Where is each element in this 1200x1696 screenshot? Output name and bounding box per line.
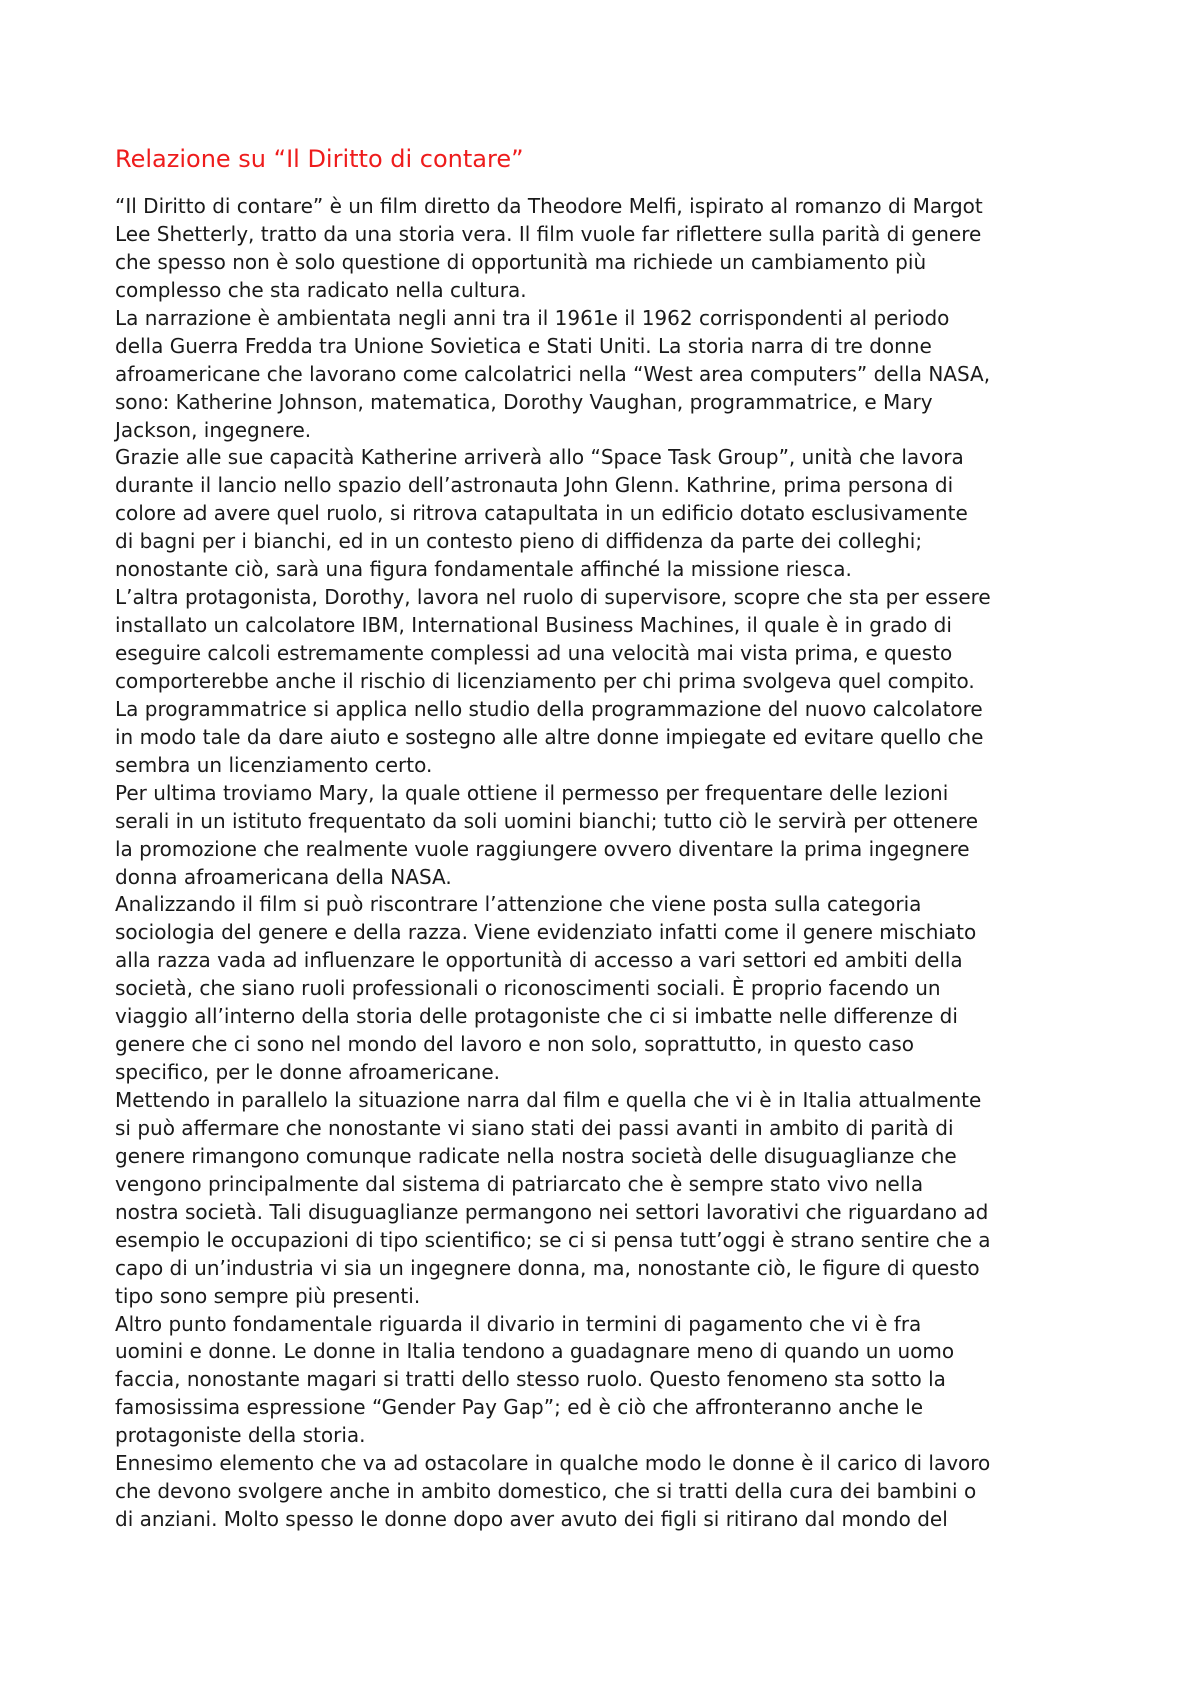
text-line: nostra società. Tali disuguaglianze permangono nei settori lavorativi che riguardano ad [115, 1199, 989, 1224]
text-line: Lee Shetterly, tratto da una storia vera. Il film vuole far riflettere sulla parità di genere [115, 221, 982, 246]
text-line: genere che ci sono nel mondo del lavoro e non solo, soprattutto, in questo caso [115, 1032, 914, 1057]
text-line: di anziani. Molto spesso le donne dopo aver avuto dei figli si ritirano dal mondo del [115, 1507, 948, 1532]
text-line: protagoniste della storia. [115, 1423, 366, 1448]
text-line: afroamericane che lavorano come calcolatrici nella “West area computers” della NASA, [115, 361, 991, 386]
text-line: serali in un istituto frequentato da soli uomini bianchi; tutto ciò le servirà per ottenere [115, 808, 979, 833]
text-line: tipo sono sempre più presenti. [115, 1283, 421, 1308]
text-line: uomini e donne. Le donne in Italia tendono a guadagnare meno di quando un uomo [115, 1339, 955, 1364]
document-title: Relazione su “Il Diritto di contare” [115, 145, 524, 173]
text-line: faccia, nonostante magari si tratti dello stesso ruolo. Questo fenomeno sta sotto la [115, 1367, 946, 1392]
text-line: che devono svolgere anche in ambito domestico, che si tratti della cura dei bambini o [115, 1479, 977, 1504]
text-line: installato un calcolatore IBM, International Business Machines, il quale è in grado di [115, 613, 952, 638]
text-line: donna afroamericana della NASA. [115, 864, 452, 889]
text-line: La narrazione è ambientata negli anni tra il 1961e il 1962 corrispondenti al periodo [115, 305, 950, 330]
text-line: che spesso non è solo questione di opportunità ma richiede un cambiamento più [115, 249, 927, 274]
text-line: esempio le occupazioni di tipo scientifico; se ci si pensa tutt’oggi è strano sentire che a [115, 1227, 991, 1252]
text-line: L’altra protagonista, Dorothy, lavora nel ruolo di supervisore, scopre che sta per essere [115, 585, 991, 610]
text-line: si può affermare che nonostante vi siano stati dei passi avanti in ambito di parità di [115, 1115, 954, 1140]
text-line: alla razza vada ad influenzare le opportunità di accesso a vari settori ed ambiti della [115, 948, 963, 973]
text-line: comporterebbe anche il rischio di licenziamento per chi prima svolgeva quel compito. [115, 668, 975, 693]
text-line: Mettendo in parallelo la situazione narra dal film e quella che vi è in Italia attualmente [115, 1088, 982, 1112]
text-line: specifico, per le donne afroamericane. [115, 1060, 500, 1085]
text-line: Altro punto fondamentale riguarda il divario in termini di pagamento che vi è fra [115, 1311, 922, 1336]
text-line: società, che siano ruoli professionali o riconoscimenti sociali. È proprio facendo un [115, 976, 941, 1001]
text-line: durante il lancio nello spazio dell’astronauta John Glenn. Kathrine, prima persona di [115, 473, 954, 498]
text-line: viaggio all’interno della storia delle protagoniste che ci si imbatte nelle differenze di [115, 1004, 958, 1029]
text-line: nonostante ciò, sarà una figura fondamentale affinché la missione riesca. [115, 557, 852, 582]
text-line: Ennesimo elemento che va ad ostacolare in qualche modo le donne è il carico di lavoro [115, 1451, 991, 1476]
text-line: Per ultima troviamo Mary, la quale ottiene il permesso per frequentare delle lezioni [115, 780, 949, 805]
text-line: genere rimangono comunque radicate nella nostra società delle disuguaglianze che [115, 1143, 957, 1168]
text-line: complesso che sta radicato nella cultura. [115, 277, 527, 302]
text-line: capo di un’industria vi sia un ingegnere donna, ma, nonostante ciò, le figure di questo [115, 1255, 980, 1280]
text-line: sono: Katherine Johnson, matematica, Dorothy Vaughan, programmatrice, e Mary [115, 389, 933, 414]
text-line: di bagni per i bianchi, ed in un contesto pieno di diffidenza da parte dei colleghi; [115, 529, 923, 554]
document-body [115, 193, 1100, 1534]
text-line: colore ad avere quel ruolo, si ritrova catapultata in un edificio dotato esclusivamente [115, 501, 968, 526]
text-line: in modo tale da dare aiuto e sostegno alle altre donne impiegate ed evitare quello che [115, 724, 984, 749]
text-line: eseguire calcoli estremamente complessi ad una velocità mai vista prima, e questo [115, 641, 953, 665]
text-line: sembra un licenziamento certo. [115, 752, 433, 777]
text-line: famosissima espressione “Gender Pay Gap”; ed è ciò che affronteranno anche le [115, 1395, 924, 1420]
text-line: sociologia del genere e della razza. Viene evidenziato infatti come il genere mischiato [115, 920, 977, 945]
text-line: La programmatrice si applica nello studio della programmazione del nuovo calcolatore [115, 696, 983, 721]
text-line: Grazie alle sue capacità Katherine arriverà allo “Space Task Group”, unità che lavora [115, 445, 964, 470]
text-line: della Guerra Fredda tra Unione Sovietica e Stati Uniti. La storia narra di tre donne [115, 333, 932, 358]
text-line: Jackson, ingegnere. [115, 417, 312, 442]
text-line: “Il Diritto di contare” è un film diretto da Theodore Melfi, ispirato al romanzo di Margot [115, 194, 983, 218]
text-line: vengono principalmente dal sistema di patriarcato che è sempre stato vivo nella [115, 1171, 924, 1196]
text-line: Analizzando il film si può riscontrare l’attenzione che viene posta sulla categoria [115, 892, 922, 917]
text-line: la promozione che realmente vuole raggiungere ovvero diventare la prima ingegnere [115, 836, 970, 861]
